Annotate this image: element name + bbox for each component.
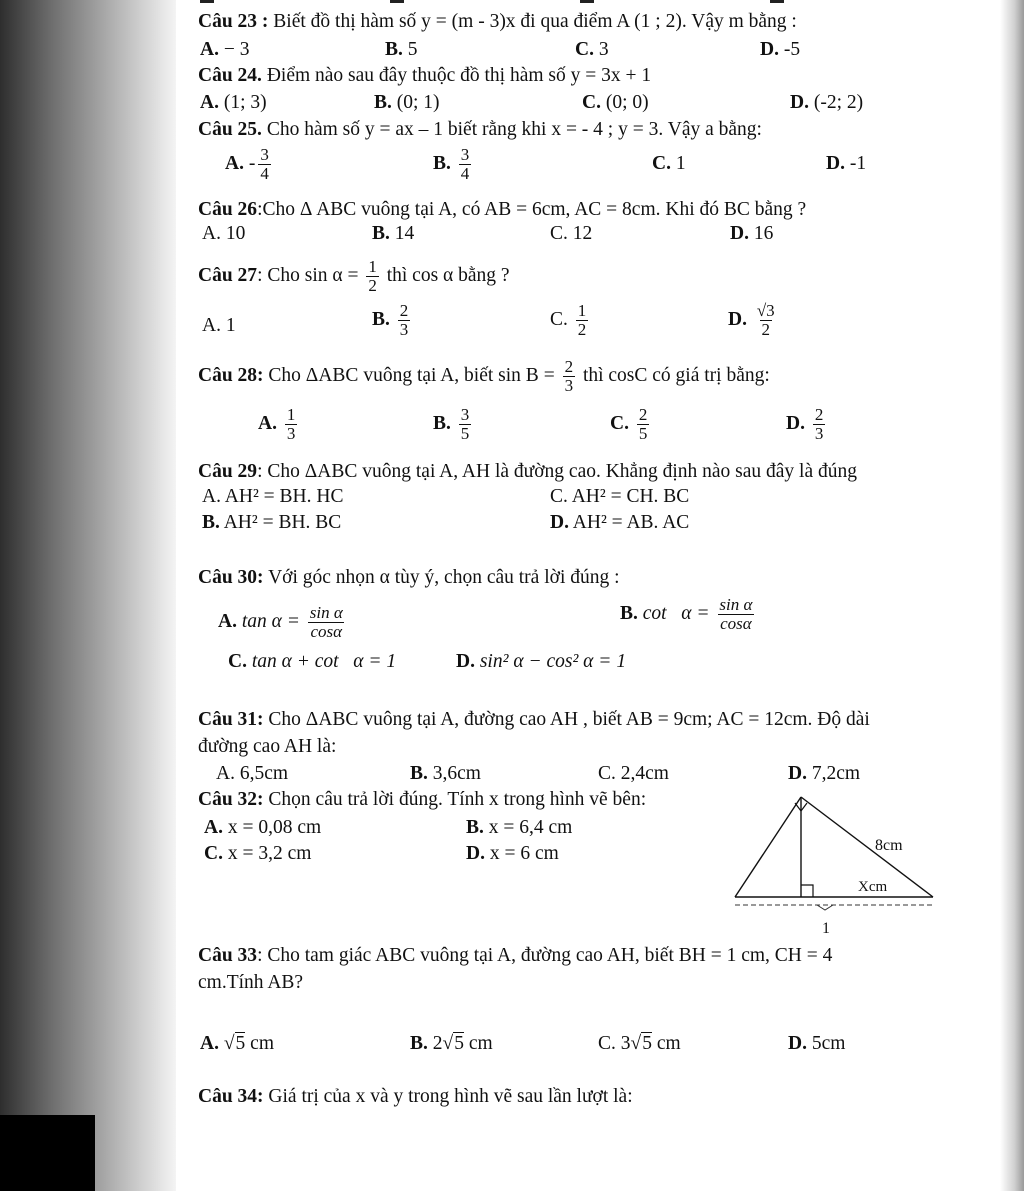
q25-option-d: D. -1	[826, 153, 867, 174]
q31-option-d: D. 7,2cm	[788, 763, 861, 784]
q33-label: Câu 33	[198, 945, 258, 966]
q32-option-b: B. x = 6,4 cm	[466, 817, 573, 838]
q33-option-c: C. 3√5 cm	[598, 1033, 681, 1054]
question-32: Câu 32: Chọn câu trả lời đúng. Tính x trong hình vẽ bên:	[198, 789, 647, 810]
q30-option-d: D. sin² α − cos² α = 1	[456, 651, 627, 672]
question-27: Câu 27: Cho sin α = $\frac{1}{2}$ thì cos α bằng ?	[198, 257, 510, 295]
q31-label: Câu 31:	[198, 709, 264, 730]
q29-option-a: A. AH² = BH. HC	[202, 486, 344, 507]
q25-option-a: A. - $\frac{3}{4}$	[225, 145, 269, 183]
q27-label: Câu 27	[198, 264, 258, 286]
q34-label: Câu 34:	[198, 1086, 264, 1107]
q24-option-d: D. (-2; 2)	[790, 92, 864, 113]
q27-option-a: A. 1	[202, 315, 236, 336]
question-29: Câu 29: Cho ΔABC vuông tại A, AH là đường cao. Khẳng định nào sau đây là đúng	[198, 461, 858, 482]
q31-option-c: C. 2,4cm	[598, 763, 669, 784]
q31-option-a: A. 6,5cm	[216, 763, 289, 784]
q23-option-d: D. -5	[760, 39, 801, 60]
q28-option-b: B. $\frac{3}{5}$	[433, 405, 470, 443]
q26-label: Câu 26	[198, 199, 258, 220]
question-28: Câu 28: Cho ΔABC vuông tại A, biết sin B = $\frac{2}{3}$ thì cosC có giá trị bằng:	[198, 357, 770, 395]
q25-text: Cho hàm số y = ax – 1 biết rằng khi x = - 4 ; y = 3. Vậy a bằng:	[266, 119, 762, 140]
question-23	[198, 10, 797, 34]
q26-option-d: D. 16	[730, 223, 774, 244]
question-30: Câu 30: Với góc nhọn α tùy ý, chọn câu trả lời đúng :	[198, 567, 620, 588]
q33-option-b: B. 2√5 cm	[410, 1033, 493, 1054]
bottom-label: 1	[822, 920, 830, 937]
q24-option-b: B. (0; 1)	[374, 92, 440, 113]
q32-label: Câu 32:	[198, 789, 264, 810]
q33-option-d: D. 5cm	[788, 1033, 846, 1054]
brace-tip	[817, 905, 833, 910]
question-26	[198, 198, 806, 222]
q26-option-a: A. 10	[202, 223, 246, 244]
q32-option-c: C. x = 3,2 cm	[204, 843, 312, 864]
q26-option-c: C. 12	[550, 223, 593, 244]
question-34: Câu 34: Giá trị của x và y trong hình vẽ sau lần lượt là:	[198, 1086, 633, 1107]
q28-option-c: C. $\frac{2}{5}$	[610, 405, 648, 443]
q29-option-b: B. AH² = BH. BC	[202, 512, 342, 533]
q33-text-line2: cm.Tính AB?	[198, 972, 304, 993]
q31-option-b: B. 3,6cm	[410, 763, 481, 784]
q29-option-c: C. AH² = CH. BC	[550, 486, 690, 507]
q29-label: Câu 29	[198, 461, 258, 482]
q26-text: :Cho Δ ABC vuông tại A, có AB = 6cm, AC = 8cm. Khi đó BC bằng ?	[257, 199, 807, 220]
q24-option-a: A. (1; 3)	[200, 92, 267, 113]
q32-option-d: D. x = 6 cm	[466, 843, 559, 864]
q28-option-a: A. $\frac{1}{3}$	[258, 405, 296, 443]
q31-text-line2: đường cao AH là:	[198, 736, 337, 757]
q26-option-b: B. 14	[372, 223, 415, 244]
hypotenuse-label: 8cm	[875, 837, 903, 854]
q25-option-c: C. 1	[652, 153, 686, 174]
q27-option-d: D. $\frac{√3}{2}$	[728, 301, 775, 339]
q30-label: Câu 30:	[198, 567, 264, 588]
q28-option-d: D. $\frac{2}{3}$	[786, 405, 824, 443]
question-25	[198, 118, 762, 142]
q23-option-b: B. 5	[385, 39, 418, 60]
q27-option-b: B. $\frac{2}{3}$	[372, 301, 409, 339]
q32-triangle-figure	[725, 785, 950, 940]
q24-label: Câu 24.	[198, 65, 262, 86]
q29-option-d: D. AH² = AB. AC	[550, 512, 690, 533]
question-31: Câu 31: Cho ΔABC vuông tại A, đường cao AH , biết AB = 9cm; AC = 12cm. Độ dài	[198, 709, 870, 730]
q33-option-a: A. √5 cm	[200, 1033, 274, 1054]
question-24	[198, 64, 651, 88]
q27-option-c: C. $\frac{1}{2}$	[550, 301, 587, 339]
triangle-left-side	[735, 797, 801, 897]
q25-option-b: B. $\frac{3}{4}$	[433, 145, 470, 183]
q23-option-a: A. − 3	[200, 39, 250, 60]
question-33: Câu 33: Cho tam giác ABC vuông tại A, đường cao AH, biết BH = 1 cm, CH = 4	[198, 945, 833, 966]
q32-option-a: A. x = 0,08 cm	[204, 817, 322, 838]
page-shadow-right	[1000, 0, 1024, 1191]
page-shadow-left	[0, 0, 176, 1191]
q24-text: Điểm nào sau đây thuộc đồ thị hàm số y = 3x + 1	[266, 65, 652, 86]
q30-option-a: A. tan α = $\frac{\text{sin α}}{\cos\alpha}$	[218, 603, 343, 641]
x-label: Xcm	[858, 879, 888, 895]
dark-corner	[0, 1115, 95, 1191]
q28-label: Câu 28:	[198, 364, 264, 386]
q23-text: Biết đồ thị hàm số y = (m - 3)x đi qua điểm A (1 ; 2). Vậy m bằng :	[273, 11, 797, 32]
right-angle-mark-foot	[801, 885, 813, 897]
q23-option-c: C. 3	[575, 39, 609, 60]
q23-label: Câu 23 :	[198, 11, 269, 32]
q24-option-c: C. (0; 0)	[582, 92, 649, 113]
q30-option-b: B. cot α = $\frac{\text{sin α}}{\cos\alpha}$	[620, 595, 753, 633]
q30-option-c: C. tan α + cot α = 1	[228, 651, 397, 672]
clipped-top-edge	[200, 0, 960, 3]
q25-label: Câu 25.	[198, 119, 262, 140]
